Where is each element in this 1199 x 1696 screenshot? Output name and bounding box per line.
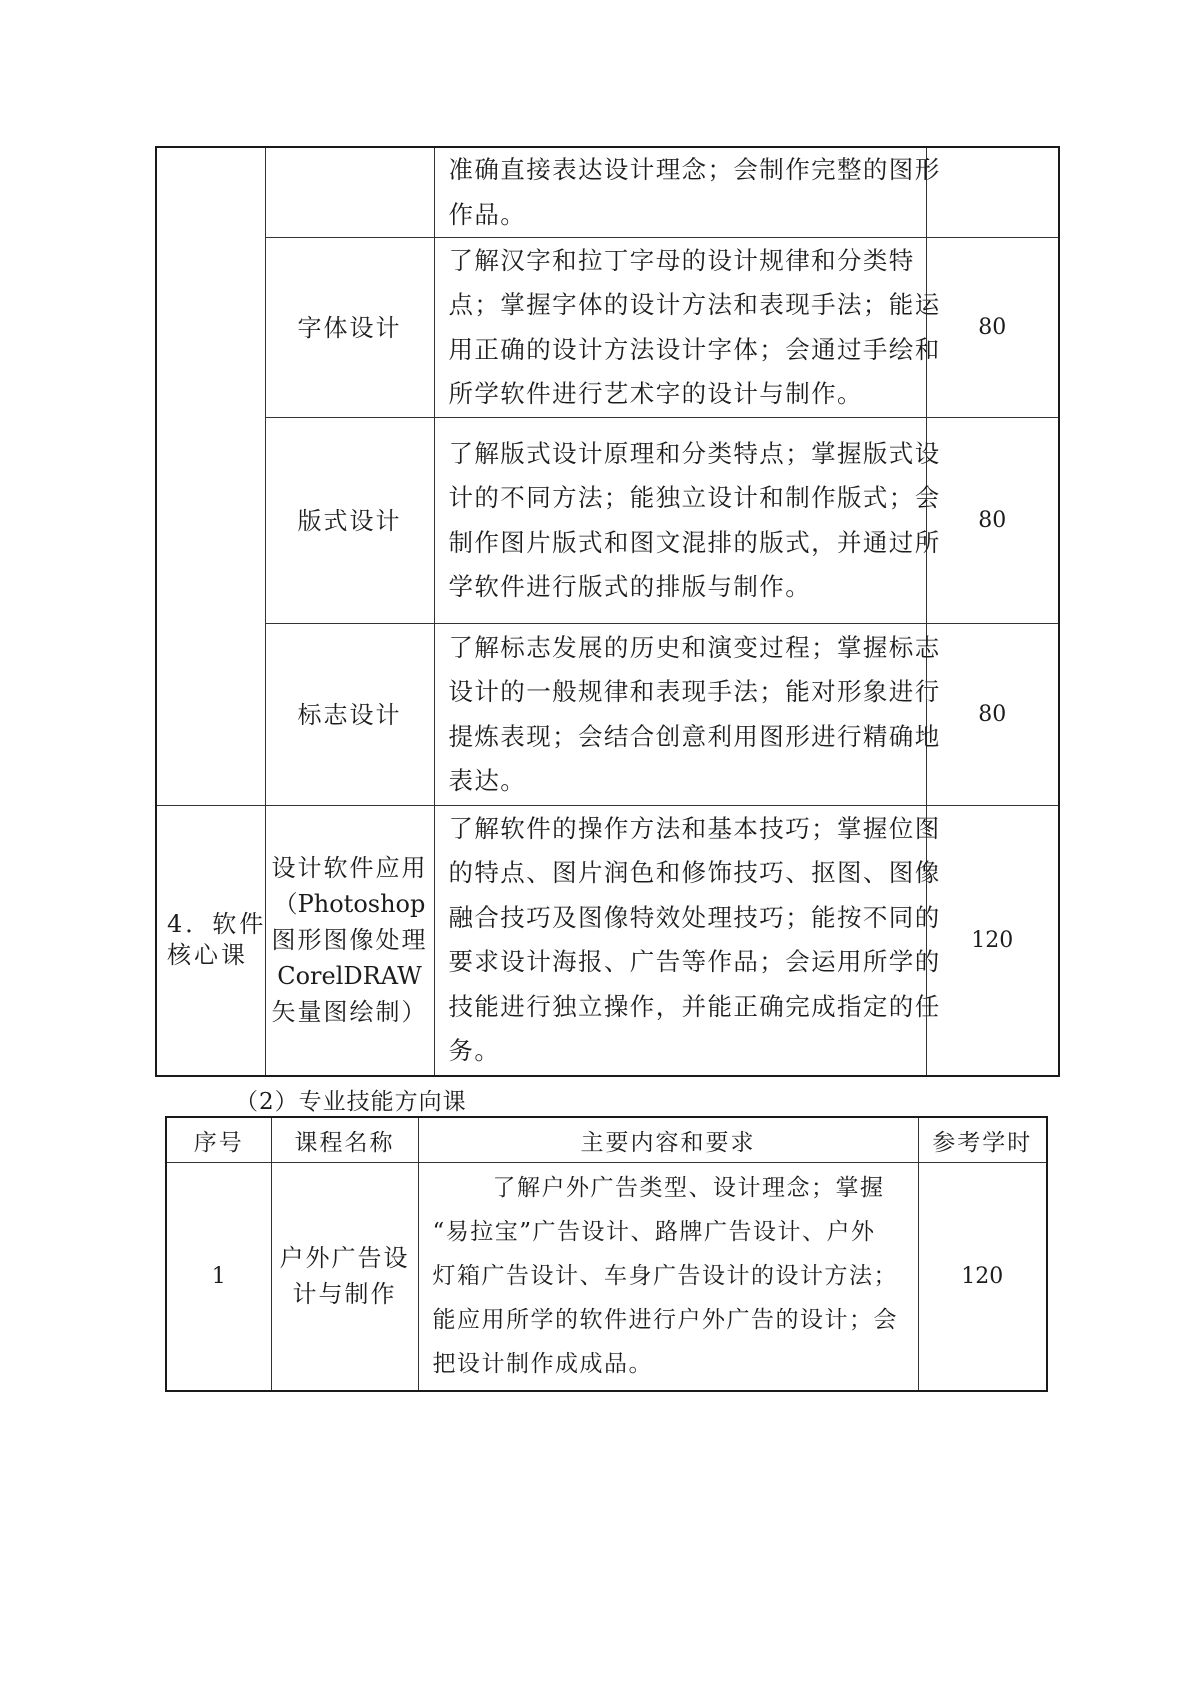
requirements-cell [418,1163,918,1391]
requirement-line: 灯箱广告设计、车身广告设计的设计方法； [432,1263,898,1290]
category-line: 4．软件 [167,910,267,939]
course-name-line: CorelDRAW [277,962,422,991]
requirement-line: 了解版式设计原理和分类特点；掌握版式设 [448,438,941,468]
course-name-line: 设计软件应用 [271,854,428,883]
course-name-cell: 标志设计 [265,624,434,806]
requirement-line: 所学软件进行艺术字的设计与制作。 [448,379,863,408]
hours-cell: 80 [926,418,1059,624]
table-header-row [166,1117,1047,1163]
requirement-line: 能应用所学的软件进行户外广告的设计；会 [432,1307,898,1334]
requirement-line: 点；掌握字体的设计方法和表现手法；能运 [448,290,941,319]
requirement-line: 技能进行独立操作，并能正确完成指定的任 [448,991,941,1021]
hours-cell: 120 [926,806,1059,1076]
num-cell: 1 [166,1163,271,1391]
header-hours: 参考学时 [918,1117,1047,1163]
requirement-line [433,1166,904,1210]
table-row [166,1163,1047,1391]
header-course: 课程名称 [271,1117,418,1163]
requirement-line: 务。 [448,1036,501,1066]
requirements-cell [434,147,941,238]
requirements-cell [434,238,941,418]
course-name-cell: 版式设计 [265,418,434,624]
course-name-cell: 字体设计 [265,238,434,418]
course-name-line: 户外广告设 [279,1244,410,1273]
requirement-line: 制作图片版式和图文混排的版式，并通过所 [448,527,941,557]
table-row [156,624,1059,806]
category-cell [156,806,265,1076]
course-name-line: 计与制作 [292,1280,397,1309]
course-name-cell [265,147,434,238]
course-name-cell [265,806,434,1076]
requirement-line: 把设计制作成成品。 [432,1351,653,1378]
table-row [156,418,1059,624]
header-content: 主要内容和要求 [418,1117,918,1163]
requirement-line: 准确直接表达设计理念；会制作完整的图形 [448,155,941,184]
requirement-line: 提炼表现；会结合创意利用图形进行精确地 [448,721,941,751]
course-name-line: 矢量图绘制） [271,998,428,1027]
hours-cell: 80 [926,624,1059,806]
course-name-line: 图形图像处理 [271,926,428,955]
hours-cell [926,147,1059,238]
requirement-line: 计的不同方法；能独立设计和制作版式；会 [448,483,941,512]
requirement-line: 设计的一般规律和表现手法；能对形象进行 [448,677,941,706]
requirement-line: 表达。 [448,766,527,795]
requirement-line: “易拉宝”广告设计、路牌广告设计、户外 [432,1219,876,1246]
header-num: 序号 [166,1117,271,1163]
requirements-cell [434,624,941,806]
hours-cell: 80 [926,238,1059,418]
requirement-line: 用正确的设计方法设计字体；会通过手绘和 [448,334,941,364]
requirement-text: 了解户外广告类型、设计理念；掌握 [492,1175,885,1202]
requirement-line: 的特点、图片润色和修饰技巧、抠图、图像 [448,858,941,888]
requirement-line: 要求设计海报、广告等作品；会运用所学的 [448,947,941,977]
category-line: 核心课 [167,941,248,970]
requirement-line: 学软件进行版式的排版与制作。 [448,572,812,601]
requirement-line: 了解标志发展的历史和演变过程；掌握标志 [448,632,941,662]
core-courses-table [155,146,1060,1077]
table-row [156,238,1059,418]
requirement-line: 作品。 [448,199,527,229]
skill-direction-table [165,1116,1048,1392]
course-name-line: （Photoshop [273,890,426,919]
requirement-line: 了解汉字和拉丁字母的设计规律和分类特 [448,245,915,275]
requirements-cell [434,418,941,624]
requirement-line: 了解软件的操作方法和基本技巧；掌握位图 [448,813,941,843]
requirement-line: 融合技巧及图像特效处理技巧；能按不同的 [448,902,941,932]
section-heading: （2）专业技能方向课 [235,1089,467,1115]
category-cell [156,147,265,806]
course-name-cell [271,1163,418,1391]
hours-cell: 120 [918,1163,1047,1391]
table-row [156,806,1059,1076]
table-row [156,147,1059,238]
requirements-cell [434,806,941,1076]
